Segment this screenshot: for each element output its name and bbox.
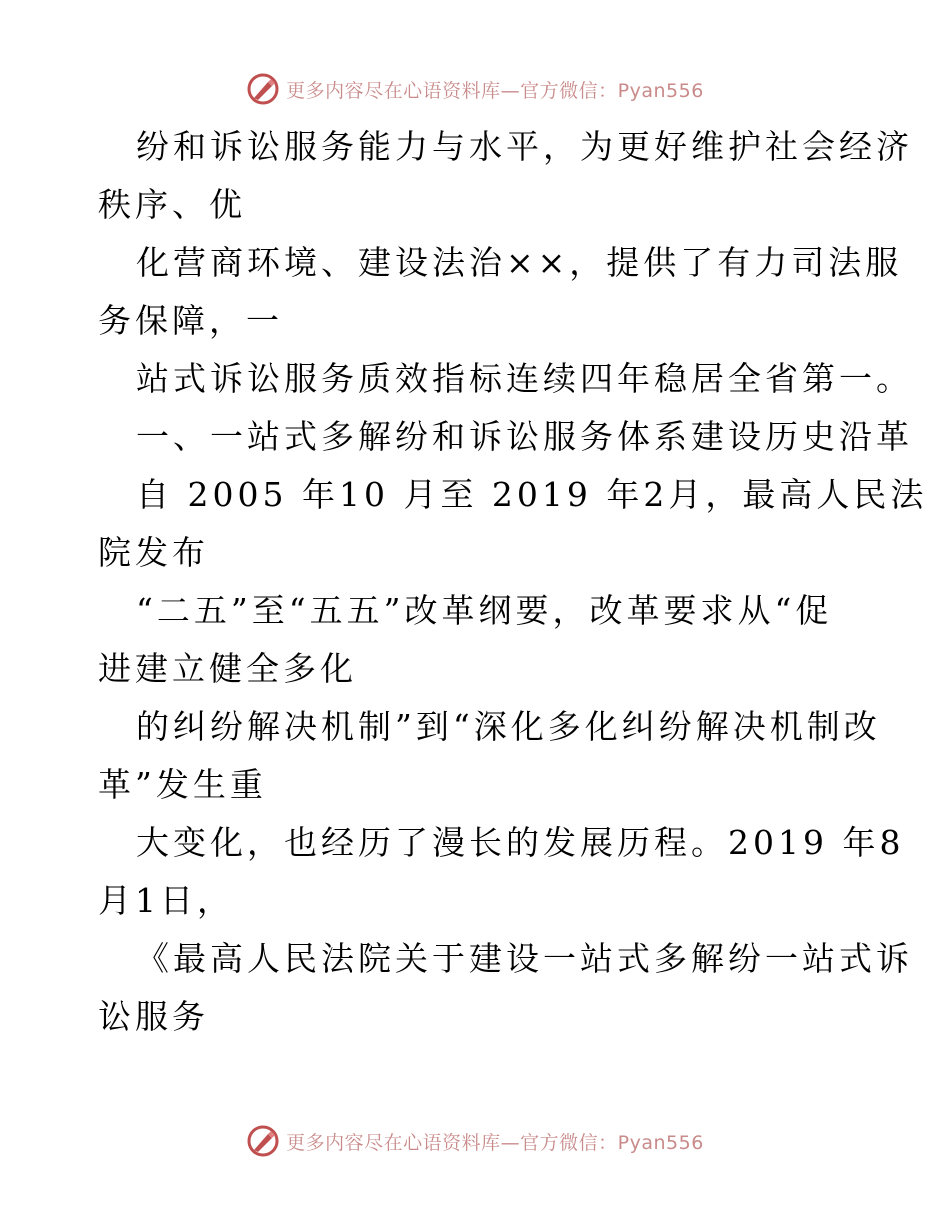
text-line: 月1日，	[98, 881, 234, 920]
section-heading: 一、一站式多解纷和诉讼服务体系建设历史沿革	[136, 417, 913, 456]
watermark-text: 更多内容尽在心语资料库—官方微信：Pyan556	[286, 1131, 704, 1154]
text-line: 务保障，一	[98, 301, 283, 340]
text-line: 的纠纷解决机制”到“深化多化纠纷解决机制改	[136, 707, 881, 746]
text-line: 化营商环境、建设法治××，提供了有力司法服	[136, 243, 903, 282]
document-body	[98, 118, 928, 1046]
watermark-text: 更多内容尽在心语资料库—官方微信：Pyan556	[286, 79, 704, 102]
text-line: 讼服务	[98, 997, 209, 1036]
text-line: 进建立健全多化	[98, 649, 357, 688]
text-line: 秩序、优	[98, 185, 246, 224]
text-line: “二五”至“五五”改革纲要，改革要求从“促	[136, 591, 833, 630]
footer-watermark	[0, 1124, 950, 1158]
text-line: 革”发生重	[98, 765, 267, 804]
header-watermark	[0, 72, 950, 106]
text-line: 院发布	[98, 533, 209, 572]
text-line: 大变化，也经历了漫长的发展历程。2019 年8	[136, 823, 905, 862]
text-line: 纷和诉讼服务能力与水平，为更好维护社会经济	[136, 127, 913, 166]
text-line: 自 2005 年10 月至 2019 年2月，最高人民法	[136, 475, 928, 514]
pen-logo-icon	[246, 72, 280, 106]
text-line: 《最高人民法院关于建设一站式多解纷一站式诉	[136, 939, 913, 978]
text-line: 站式诉讼服务质效指标连续四年稳居全省第一。	[136, 359, 913, 398]
pen-logo-icon	[246, 1124, 280, 1158]
